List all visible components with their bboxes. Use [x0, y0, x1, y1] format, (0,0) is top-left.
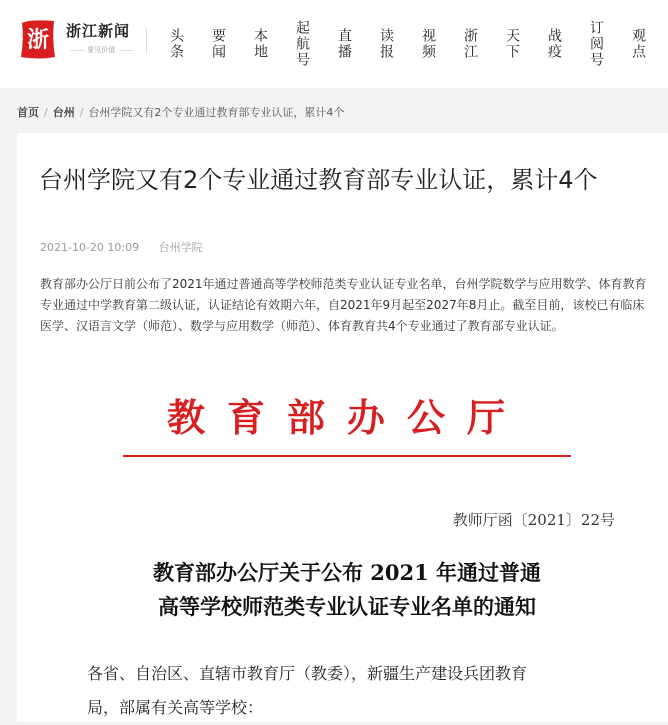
logo-icon[interactable]: [18, 17, 58, 61]
nav-dingyuehao[interactable]: 订阅号: [588, 20, 604, 68]
article-date: 2021-10-20 10:09: [40, 241, 140, 254]
document-body-line: 各省、自治区、直辖市教育厅（教委），新疆生产建设兵团教育: [87, 664, 528, 683]
header-divider: [146, 28, 147, 54]
document-red-rule: [123, 455, 571, 457]
svg-text:浙: 浙: [26, 27, 50, 53]
article-title: 台州学院又有2个专业通过教育部专业认证，累计4个: [39, 166, 598, 194]
nav-dubao[interactable]: 读报: [378, 28, 394, 60]
article-card: [17, 133, 668, 722]
document-title-line: 高等学校师范类专业认证专业名单的通知: [158, 594, 536, 619]
document-body: [87, 657, 627, 725]
nav-bendi[interactable]: 本地: [252, 28, 268, 60]
nav-tianxia[interactable]: 天下: [504, 28, 520, 60]
nav-shipin[interactable]: 视频: [420, 28, 436, 60]
nav-yaowen[interactable]: 要闻: [210, 28, 226, 60]
breadcrumb-current: 台州学院又有2个专业通过教育部专业认证，累计4个: [88, 106, 345, 119]
document-body-line: 局，部属有关高等学校：: [87, 698, 264, 717]
breadcrumb-section[interactable]: 台州: [52, 106, 75, 119]
article-meta: [40, 239, 203, 255]
nav-zhanyi[interactable]: 战疫: [546, 28, 562, 60]
breadcrumb-home[interactable]: 首页: [17, 106, 39, 119]
site-header: [0, 0, 668, 88]
article-source[interactable]: 台州学院: [158, 241, 203, 254]
document-title-line: 教育部办公厅关于公布 2021 年通过普通: [152, 560, 542, 585]
nav-zhibo[interactable]: 直播: [336, 28, 352, 60]
document-title: [57, 556, 637, 624]
breadcrumb: [17, 104, 344, 120]
main-nav: [162, 0, 662, 88]
document-header: 教育部办公厅: [166, 395, 527, 440]
nav-qihanghao[interactable]: 起航号: [294, 20, 310, 68]
article-summary: 教育部办公厅日前公布了2021年通过普通高等学校师范类专业认证专业名单，台州学院数学与应用数学、体育教育专业通过中学教育第二级认证，认证结论有效期六年，自2021年9月起至2027年8月止。截至目前，该校已有临床医学、汉语言文学（师范）、数学与应用数学（师范）、体育教育共4个专业通过了教育部专业认证。: [40, 277, 647, 333]
nav-toutiao[interactable]: 头条: [168, 28, 184, 60]
document-number: 教师厅函〔2021〕22号: [452, 511, 615, 529]
nav-guandian[interactable]: 观点: [630, 28, 646, 60]
site-slogan: — — 要见价值 — —: [66, 45, 136, 55]
nav-zhejiang[interactable]: 浙江: [462, 28, 478, 60]
site-name[interactable]: 浙江新闻: [66, 22, 131, 40]
breadcrumb-separator: /: [79, 106, 84, 119]
breadcrumb-separator: /: [44, 106, 48, 119]
document-image: [57, 373, 637, 722]
